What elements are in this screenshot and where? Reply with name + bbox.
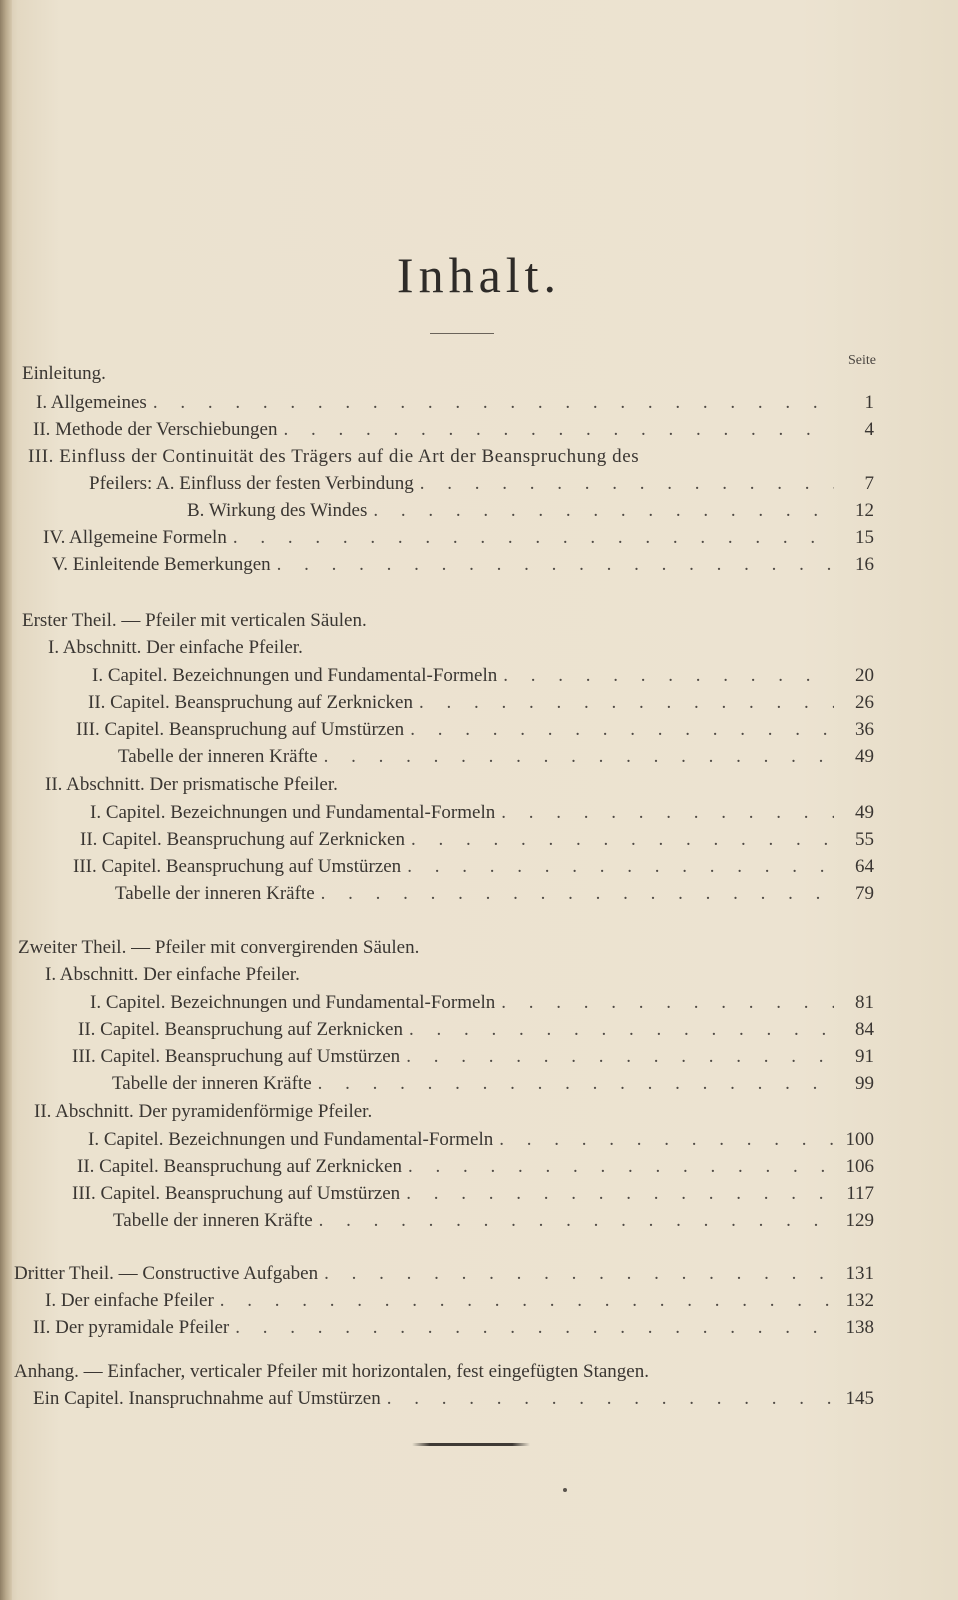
toc-entry-page: 99: [855, 1073, 874, 1094]
toc-entry-label: I. Allgemeines: [36, 392, 147, 413]
leader-dots: [315, 881, 834, 907]
leader-dots: [227, 525, 834, 551]
closing-rule: [412, 1443, 530, 1446]
toc-entry-page: 84: [855, 1019, 874, 1040]
subsection-heading: II. Abschnitt. Der prismatische Pfeiler.: [45, 774, 338, 795]
toc-entry-page: 117: [846, 1183, 874, 1204]
page-spine-edge: [0, 0, 12, 1600]
toc-entry-label: I. Capitel. Bezeichnungen und Fundamental-Formeln: [90, 992, 496, 1013]
toc-entry-label: Tabelle der inneren Kräfte: [112, 1073, 312, 1094]
toc-entry: [14, 1261, 874, 1287]
toc-entry: [118, 744, 874, 770]
toc-entry: [43, 525, 874, 551]
toc-entry-label: Ein Capitel. Inanspruchnahme auf Umstürzen: [33, 1388, 381, 1409]
leader-dots: [400, 1181, 834, 1207]
toc-entry-label: I. Capitel. Bezeichnungen und Fundamental-Formeln: [90, 802, 496, 823]
toc-entry-page: 55: [855, 829, 874, 850]
leader-dots: [147, 390, 834, 416]
toc-entry-label: IV. Allgemeine Formeln: [43, 527, 227, 548]
toc-entry-page: 81: [855, 992, 874, 1013]
toc-entry-label: Tabelle der inneren Kräfte: [113, 1210, 313, 1231]
page-title: Inhalt.: [396, 247, 562, 303]
toc-entry-page: 79: [855, 883, 874, 904]
toc-entry: [88, 690, 874, 716]
ink-speck: [563, 1488, 567, 1492]
toc-entry-label: II. Der pyramidale Pfeiler: [33, 1317, 230, 1338]
leader-dots: [414, 471, 834, 497]
toc-entry: [33, 417, 874, 443]
toc-entry-page: 64: [855, 856, 874, 877]
section-heading-anhang: Anhang. — Einfacher, verticaler Pfeiler mit horizontalen, fest eingefügten Stangen.: [14, 1361, 649, 1382]
leader-dots: [401, 854, 834, 880]
toc-entry-label: Dritter Theil. — Constructive Aufgaben: [14, 1263, 319, 1284]
toc-entry: [80, 827, 874, 853]
toc-entry-page: 49: [855, 802, 874, 823]
toc-entry: [36, 390, 874, 416]
title-rule: [430, 333, 494, 334]
toc-entry-label: V. Einleitende Bemerkungen: [52, 554, 271, 575]
toc-entry-label: I. Capitel. Bezeichnungen und Fundamental-Formeln: [92, 665, 498, 686]
toc-entry-page: 132: [845, 1290, 874, 1311]
leader-dots: [312, 1071, 834, 1097]
toc-entry: [113, 1208, 874, 1234]
toc-entry-page: 131: [845, 1263, 874, 1284]
toc-entry: [72, 1181, 874, 1207]
toc-entry-label: II. Capitel. Beanspruchung auf Zerknicken: [78, 1019, 403, 1040]
toc-entry: [77, 1154, 874, 1180]
seite-column-label: Seite: [848, 353, 876, 368]
leader-dots: [403, 1017, 834, 1043]
toc-entry: [78, 1017, 874, 1043]
toc-entry-label: B. Wirkung des Windes: [187, 500, 368, 521]
toc-entry: [33, 1386, 874, 1412]
leader-dots: [495, 990, 834, 1016]
toc-entry-label: Tabelle der inneren Kräfte: [115, 883, 315, 904]
subsection-heading: I. Abschnitt. Der einfache Pfeiler.: [48, 637, 303, 658]
subsection-heading: I. Abschnitt. Der einfache Pfeiler.: [45, 964, 300, 985]
toc-entry: [89, 471, 874, 497]
toc-entry-page: 129: [845, 1210, 874, 1231]
toc-entry-label: II. Methode der Verschiebungen: [33, 419, 278, 440]
toc-entry: [187, 498, 874, 524]
toc-entry-page: 91: [855, 1046, 874, 1067]
toc-entry-label: III. Capitel. Beanspruchung auf Umstürzen: [72, 1046, 401, 1067]
toc-entry: [112, 1071, 874, 1097]
toc-entry-page: 20: [855, 665, 874, 686]
leader-dots: [381, 1386, 834, 1412]
leader-dots: [271, 552, 834, 578]
toc-entry: [115, 881, 874, 907]
toc-entry-label: Pfeilers: A. Einfluss der festen Verbindung: [89, 473, 414, 494]
leader-dots: [493, 1127, 834, 1153]
toc-entry-label: II. Capitel. Beanspruchung auf Zerknicken: [88, 692, 413, 713]
toc-entry: [90, 990, 874, 1016]
toc-entry-page: 16: [855, 554, 874, 575]
toc-entry-page: 106: [845, 1156, 874, 1177]
leader-dots: [229, 1315, 834, 1341]
toc-entry-page: 15: [855, 527, 874, 548]
toc-entry-continued: III. Einfluss der Continuität des Trägers auf die Art der Beanspruchung des: [28, 446, 640, 467]
leader-dots: [277, 417, 834, 443]
toc-entry-page: 26: [855, 692, 874, 713]
subsection-heading: II. Abschnitt. Der pyramidenförmige Pfeiler.: [34, 1101, 373, 1122]
toc-entry-page: 36: [855, 719, 874, 740]
section-heading-erster-theil: Erster Theil. — Pfeiler mit verticalen Säulen.: [22, 610, 367, 631]
toc-entry: [73, 854, 874, 880]
section-heading-zweiter-theil: Zweiter Theil. — Pfeiler mit convergirenden Säulen.: [18, 937, 420, 958]
toc-entry-label: I. Der einfache Pfeiler: [45, 1290, 214, 1311]
toc-entry-page: 145: [845, 1388, 874, 1409]
leader-dots: [214, 1288, 834, 1314]
toc-entry: [90, 800, 874, 826]
toc-entry-page: 138: [845, 1317, 874, 1338]
toc-entry-page: 49: [855, 746, 874, 767]
leader-dots: [413, 690, 834, 716]
toc-entry-label: III. Capitel. Beanspruchung auf Umstürzen: [76, 719, 405, 740]
toc-entry-page: 100: [845, 1129, 874, 1150]
leader-dots: [318, 1261, 834, 1287]
toc-entry: [76, 717, 874, 743]
toc-entry-label: I. Capitel. Bezeichnungen und Fundamental-Formeln: [88, 1129, 494, 1150]
section-heading-einleitung: Einleitung.: [22, 363, 106, 384]
leader-dots: [367, 498, 834, 524]
leader-dots: [318, 744, 834, 770]
toc-entry-page: 1: [864, 392, 874, 413]
toc-entry: [52, 552, 874, 578]
toc-entry-label: Tabelle der inneren Kräfte: [118, 746, 318, 767]
leader-dots: [404, 717, 834, 743]
leader-dots: [402, 1154, 834, 1180]
toc-entry-page: 4: [864, 419, 874, 440]
leader-dots: [405, 827, 834, 853]
toc-entry-page: 12: [855, 500, 874, 521]
leader-dots: [400, 1044, 834, 1070]
toc-entry-label: III. Capitel. Beanspruchung auf Umstürzen: [72, 1183, 401, 1204]
toc-entry-label: III. Capitel. Beanspruchung auf Umstürzen: [73, 856, 402, 877]
toc-entry: [33, 1315, 874, 1341]
toc-entry: [88, 1127, 874, 1153]
toc-entry-label: II. Capitel. Beanspruchung auf Zerknicken: [77, 1156, 402, 1177]
leader-dots: [495, 800, 834, 826]
toc-entry-label: II. Capitel. Beanspruchung auf Zerknicken: [80, 829, 405, 850]
leader-dots: [497, 663, 834, 689]
toc-entry-page: 7: [864, 473, 874, 494]
toc-entry: [45, 1288, 874, 1314]
toc-entry: [92, 663, 874, 689]
leader-dots: [313, 1208, 834, 1234]
toc-entry: [72, 1044, 874, 1070]
